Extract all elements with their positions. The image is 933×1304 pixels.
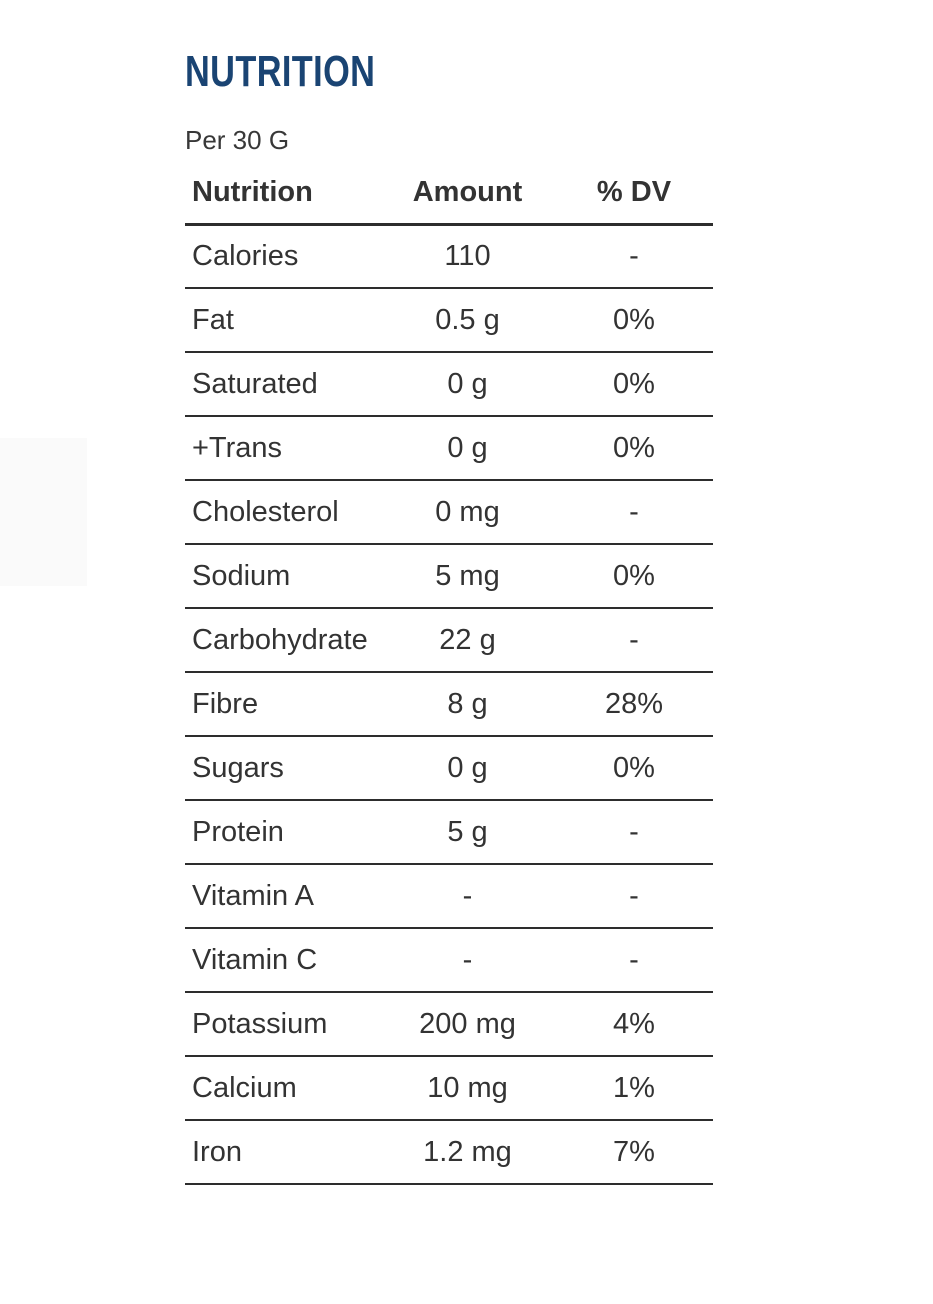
cell-nutrient: Vitamin C (185, 928, 380, 992)
column-header-nutrition: Nutrition (185, 162, 380, 224)
cell-nutrient: Calcium (185, 1056, 380, 1120)
table-header (185, 162, 713, 224)
cell-dv: - (555, 480, 713, 544)
left-edge-artifact (0, 438, 87, 586)
cell-nutrient: Saturated (185, 352, 380, 416)
table-row (185, 800, 713, 864)
cell-amount: - (380, 864, 555, 928)
column-header-dv: % DV (555, 162, 713, 224)
cell-dv: 0% (555, 288, 713, 352)
cell-dv: - (555, 800, 713, 864)
cell-nutrient: Sodium (185, 544, 380, 608)
cell-nutrient: Sugars (185, 736, 380, 800)
cell-dv: 0% (555, 416, 713, 480)
cell-nutrient: Fat (185, 288, 380, 352)
cell-dv: 4% (555, 992, 713, 1056)
table-row (185, 672, 713, 736)
table-body (185, 224, 713, 1184)
cell-amount: 0 g (380, 416, 555, 480)
table-row (185, 736, 713, 800)
cell-dv: 0% (555, 352, 713, 416)
cell-amount: 110 (380, 224, 555, 288)
cell-dv: 0% (555, 736, 713, 800)
cell-nutrient: Calories (185, 224, 380, 288)
table-header-row (185, 162, 713, 224)
cell-dv: 1% (555, 1056, 713, 1120)
cell-amount: 22 g (380, 608, 555, 672)
table-row (185, 416, 713, 480)
cell-amount: 1.2 mg (380, 1120, 555, 1184)
cell-amount: 5 g (380, 800, 555, 864)
table-row (185, 352, 713, 416)
nutrition-table (185, 162, 713, 1185)
table-row (185, 1056, 713, 1120)
cell-dv: - (555, 608, 713, 672)
cell-dv: 0% (555, 544, 713, 608)
cell-dv: - (555, 864, 713, 928)
cell-amount: 10 mg (380, 1056, 555, 1120)
cell-amount: 0 g (380, 736, 555, 800)
table-row (185, 480, 713, 544)
cell-nutrient: Fibre (185, 672, 380, 736)
table-row (185, 1120, 713, 1184)
nutrition-section (185, 0, 713, 1185)
cell-nutrient: Cholesterol (185, 480, 380, 544)
cell-nutrient: Vitamin A (185, 864, 380, 928)
cell-amount: 200 mg (380, 992, 555, 1056)
cell-dv: 28% (555, 672, 713, 736)
table-row (185, 864, 713, 928)
cell-nutrient: Carbohydrate (185, 608, 380, 672)
cell-amount: - (380, 928, 555, 992)
cell-dv: - (555, 224, 713, 288)
cell-amount: 0 g (380, 352, 555, 416)
serving-size-label: Per 30 G (185, 125, 290, 155)
table-row (185, 224, 713, 288)
column-header-amount: Amount (380, 162, 555, 224)
cell-nutrient: Iron (185, 1120, 380, 1184)
cell-amount: 0 mg (380, 480, 555, 544)
cell-amount: 5 mg (380, 544, 555, 608)
section-title: NUTRITION (185, 47, 376, 96)
cell-nutrient: Protein (185, 800, 380, 864)
cell-amount: 8 g (380, 672, 555, 736)
table-row (185, 928, 713, 992)
table-row (185, 608, 713, 672)
cell-amount: 0.5 g (380, 288, 555, 352)
table-row (185, 288, 713, 352)
table-row (185, 544, 713, 608)
cell-nutrient: +Trans (185, 416, 380, 480)
cell-nutrient: Potassium (185, 992, 380, 1056)
cell-dv: 7% (555, 1120, 713, 1184)
cell-dv: - (555, 928, 713, 992)
table-row (185, 992, 713, 1056)
